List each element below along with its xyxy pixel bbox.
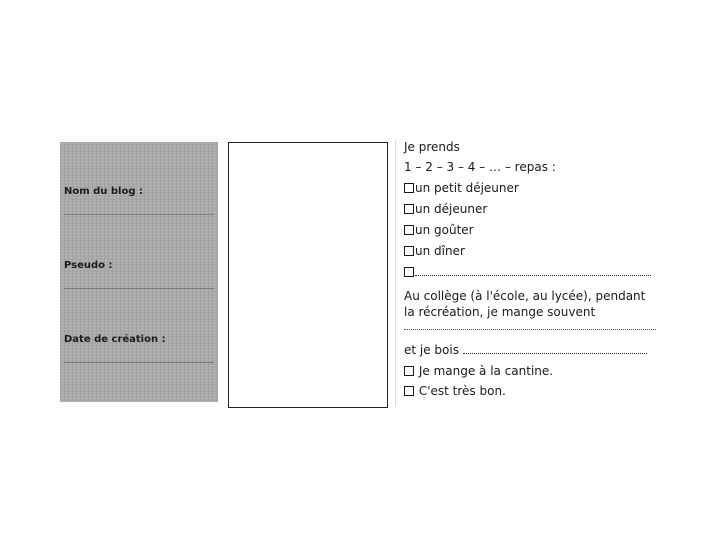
pseudo-line <box>64 288 214 289</box>
blog-name-line <box>64 214 214 215</box>
option-snack-label: un goûter <box>415 223 474 237</box>
recess-line-1: Au collège (à l'école, au lycée), pendant <box>404 289 646 303</box>
option-lunch <box>404 202 660 216</box>
blank-drawing-box <box>228 142 388 408</box>
drink-line <box>404 343 660 357</box>
option-dinner-label: un dîner <box>415 244 465 258</box>
canteen-line <box>404 364 660 378</box>
option-dinner <box>404 244 660 258</box>
dinner-checkbox[interactable] <box>404 246 414 256</box>
intro-line: Je prends <box>404 140 460 154</box>
divider-line <box>395 140 396 406</box>
recess-line-2: la récréation, je mange souvent <box>404 305 596 319</box>
drink-prefix: et je bois <box>404 343 459 357</box>
drink-field[interactable] <box>463 344 647 354</box>
option-breakfast <box>404 181 660 195</box>
blog-info-panel <box>60 142 218 402</box>
lunch-checkbox[interactable] <box>404 204 414 214</box>
breakfast-checkbox[interactable] <box>404 183 414 193</box>
meals-count-line: 1 – 2 – 3 – 4 – … – repas : <box>404 160 556 174</box>
canteen-label: Je mange à la cantine. <box>418 364 554 378</box>
recess-food-field[interactable] <box>404 329 656 330</box>
option-other <box>404 265 660 279</box>
option-snack <box>404 223 660 237</box>
blog-name-label: Nom du blog : <box>64 186 143 197</box>
option-breakfast-label: un petit déjeuner <box>415 181 519 195</box>
very-good-line <box>404 384 660 398</box>
very-good-checkbox[interactable] <box>404 386 414 396</box>
canteen-checkbox[interactable] <box>404 366 414 376</box>
very-good-label: C'est très bon. <box>418 384 506 398</box>
other-meal-field[interactable] <box>415 266 651 276</box>
snack-checkbox[interactable] <box>404 225 414 235</box>
option-lunch-label: un déjeuner <box>415 202 488 216</box>
creation-date-label: Date de création : <box>64 334 166 345</box>
creation-date-line <box>64 362 214 363</box>
pseudo-label: Pseudo : <box>64 260 113 271</box>
other-checkbox[interactable] <box>404 267 414 277</box>
